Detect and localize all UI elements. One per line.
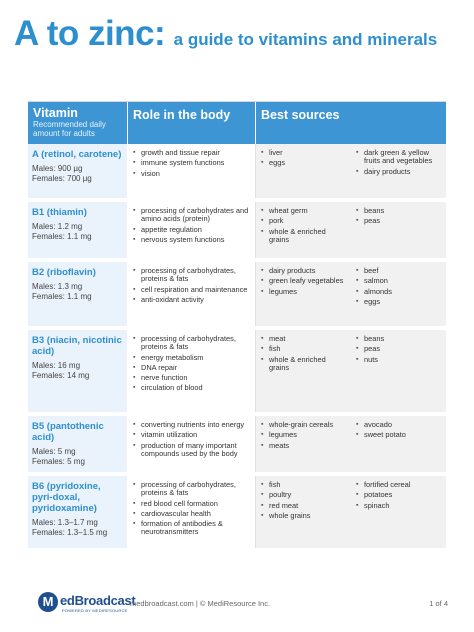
- dose-males: Males: 16 mg: [32, 361, 81, 370]
- sources-cell-a-list: [260, 267, 347, 296]
- role-cell: [128, 330, 256, 412]
- list-item: ▪ dairy products: [260, 267, 347, 275]
- sources-cell-b: [351, 144, 446, 198]
- table-row: [28, 144, 446, 202]
- role-cell: [128, 262, 256, 326]
- list-item: ▪ red meat: [260, 502, 347, 510]
- list-item: ▪ growth and tissue repair: [132, 149, 251, 157]
- sources-cell-b-list: [355, 267, 442, 306]
- table-row: [28, 416, 446, 476]
- dose-females: Females: 1.3–1.5 mg: [32, 528, 108, 537]
- list-item: ▪ legumes: [260, 288, 347, 296]
- header-vitamin-label: Vitamin: [33, 106, 78, 120]
- role-cell-list: [132, 149, 251, 178]
- page-number: 1 of 4: [429, 599, 448, 608]
- list-item: ▪ legumes: [260, 431, 347, 439]
- role-cell-list: [132, 481, 251, 537]
- vitamin-cell: [28, 476, 128, 548]
- list-item: ▪ whole & enriched grains: [260, 356, 347, 373]
- sources-cell-a: [256, 476, 351, 548]
- sources-cell-b-list: [355, 149, 442, 176]
- list-item: ▪ processing of carbohydrates and amino acids (protein): [132, 207, 251, 224]
- table-row: [28, 476, 446, 552]
- list-item: ▪ processing of carbohydrates, proteins & fats: [132, 267, 251, 284]
- list-item: ▪ nuts: [355, 356, 442, 364]
- sources-cell-a-list: [260, 149, 347, 168]
- medbroadcast-logo[interactable]: [38, 590, 136, 616]
- list-item: ▪ meat: [260, 335, 347, 343]
- dose-males: Males: 1.3–1.7 mg: [32, 518, 98, 527]
- list-item: ▪ poultry: [260, 491, 347, 499]
- list-item: ▪ fish: [260, 345, 347, 353]
- list-item: ▪ DNA repair: [132, 364, 251, 372]
- table-row: [28, 330, 446, 416]
- list-item: ▪ dairy products: [355, 168, 442, 176]
- list-item: ▪ potatoes: [355, 491, 442, 499]
- header-sources: [256, 102, 446, 144]
- vitamin-cell: [28, 144, 128, 198]
- sources-cell-a-list: [260, 481, 347, 520]
- table-row: [28, 262, 446, 330]
- list-item: ▪ converting nutrients into energy: [132, 421, 251, 429]
- sources-cell-a: [256, 144, 351, 198]
- list-item: ▪ nervous system functions: [132, 236, 251, 244]
- list-item: ▪ circulation of blood: [132, 384, 251, 392]
- list-item: ▪ eggs: [355, 298, 442, 306]
- list-item: ▪ pork: [260, 217, 347, 225]
- list-item: ▪ sweet potato: [355, 431, 442, 439]
- vitamin-cell: [28, 202, 128, 258]
- role-cell: [128, 416, 256, 472]
- dose-males: Males: 1.2 mg: [32, 222, 83, 231]
- list-item: ▪ dark green & yellow fruits and vegetables: [355, 149, 442, 166]
- sources-cell-b: [351, 262, 446, 326]
- dose-females: Females: 14 mg: [32, 371, 90, 380]
- title-sub: a guide to vitamins and minerals: [173, 30, 438, 49]
- list-item: ▪ processing of carbohydrates, proteins & fats: [132, 335, 251, 352]
- header-vitamin-sub: Recommended daily amount for adults: [33, 120, 106, 138]
- role-cell: [128, 476, 256, 548]
- page-title: [14, 14, 437, 54]
- list-item: ▪ whole & enriched grains: [260, 228, 347, 245]
- header-vitamin: [28, 102, 128, 144]
- table-header: [28, 102, 446, 144]
- sources-cell-a: [256, 416, 351, 472]
- vitamin-name: B6 (pyridoxine, pyri-doxal, pyridoxamine): [32, 481, 101, 514]
- logo-mark: M: [38, 592, 58, 612]
- role-cell: [128, 202, 256, 258]
- list-item: ▪ whole grains: [260, 512, 347, 520]
- title-main: A to zinc:: [14, 14, 166, 53]
- role-cell-list: [132, 207, 251, 244]
- list-item: ▪ energy metabolism: [132, 354, 251, 362]
- vitamin-name: B3 (niacin, nicotinic acid): [32, 335, 122, 357]
- sources-cell-b: [351, 416, 446, 472]
- vitamin-table: [28, 101, 446, 552]
- sources-cell-a: [256, 262, 351, 326]
- list-item: ▪ formation of antibodies & neurotransmitters: [132, 520, 251, 537]
- list-item: ▪ green leafy vegetables: [260, 277, 347, 285]
- sources-cell-b: [351, 202, 446, 258]
- dose-males: Males: 900 µg: [32, 164, 83, 173]
- vitamin-cell: [28, 262, 128, 326]
- list-item: ▪ appetite regulation: [132, 226, 251, 234]
- dose-females: Females: 1.1 mg: [32, 232, 92, 241]
- role-cell-list: [132, 421, 251, 458]
- vitamin-name: B5 (pantothenic acid): [32, 421, 104, 443]
- list-item: ▪ salmon: [355, 277, 442, 285]
- list-item: ▪ vision: [132, 170, 251, 178]
- sources-cell-b-list: [355, 207, 442, 226]
- dose-females: Females: 1.1 mg: [32, 292, 92, 301]
- list-item: ▪ peas: [355, 345, 442, 353]
- sources-cell-b-list: [355, 421, 442, 440]
- table-row: [28, 202, 446, 262]
- footer-text: medbroadcast.com | © MediResource Inc.: [130, 599, 271, 608]
- header-sources-label: Best sources: [261, 108, 340, 122]
- table-body: [28, 144, 446, 552]
- list-item: ▪ production of many important compounds used by the body: [132, 442, 251, 459]
- list-item: ▪ eggs: [260, 159, 347, 167]
- vitamin-name: A (retinol, carotene): [32, 149, 122, 160]
- vitamin-cell: [28, 416, 128, 472]
- dose-females: Females: 5 mg: [32, 457, 85, 466]
- sources-cell-a-list: [260, 421, 347, 450]
- dose-males: Males: 1.3 mg: [32, 282, 83, 291]
- role-cell-list: [132, 335, 251, 393]
- list-item: ▪ whole-grain cereals: [260, 421, 347, 429]
- list-item: ▪ vitamin utilization: [132, 431, 251, 439]
- list-item: ▪ meats: [260, 442, 347, 450]
- logo-text: edBroadcast: [60, 593, 136, 608]
- list-item: ▪ processing of carbohydrates, proteins & fats: [132, 481, 251, 498]
- list-item: ▪ avocado: [355, 421, 442, 429]
- header-role: [128, 102, 256, 144]
- role-cell-list: [132, 267, 251, 304]
- list-item: ▪ wheat germ: [260, 207, 347, 215]
- dose-males: Males: 5 mg: [32, 447, 76, 456]
- list-item: ▪ anti-oxidant activity: [132, 296, 251, 304]
- vitamin-cell: [28, 330, 128, 412]
- list-item: ▪ immune system functions: [132, 159, 251, 167]
- list-item: ▪ nerve function: [132, 374, 251, 382]
- sources-cell-a-list: [260, 335, 347, 372]
- list-item: ▪ beef: [355, 267, 442, 275]
- sources-cell-a: [256, 202, 351, 258]
- footer: [0, 590, 474, 620]
- list-item: ▪ almonds: [355, 288, 442, 296]
- list-item: ▪ cardiovascular health: [132, 510, 251, 518]
- sources-cell-b-list: [355, 335, 442, 364]
- dose-females: Females: 700 µg: [32, 174, 92, 183]
- sources-cell-b: [351, 476, 446, 548]
- sources-cell-b-list: [355, 481, 442, 510]
- list-item: ▪ peas: [355, 217, 442, 225]
- vitamin-name: B1 (thiamin): [32, 207, 87, 218]
- list-item: ▪ liver: [260, 149, 347, 157]
- vitamin-name: B2 (riboflavin): [32, 267, 96, 278]
- list-item: ▪ fortified cereal: [355, 481, 442, 489]
- sources-cell-b: [351, 330, 446, 412]
- list-item: ▪ beans: [355, 335, 442, 343]
- logo-subtext: POWERED BY MEDIRESOURCE: [62, 608, 128, 613]
- list-item: ▪ spinach: [355, 502, 442, 510]
- list-item: ▪ red blood cell formation: [132, 500, 251, 508]
- list-item: ▪ cell respiration and maintenance: [132, 286, 251, 294]
- list-item: ▪ beans: [355, 207, 442, 215]
- role-cell: [128, 144, 256, 198]
- header-role-label: Role in the body: [133, 108, 231, 122]
- sources-cell-a: [256, 330, 351, 412]
- sources-cell-a-list: [260, 207, 347, 244]
- list-item: ▪ fish: [260, 481, 347, 489]
